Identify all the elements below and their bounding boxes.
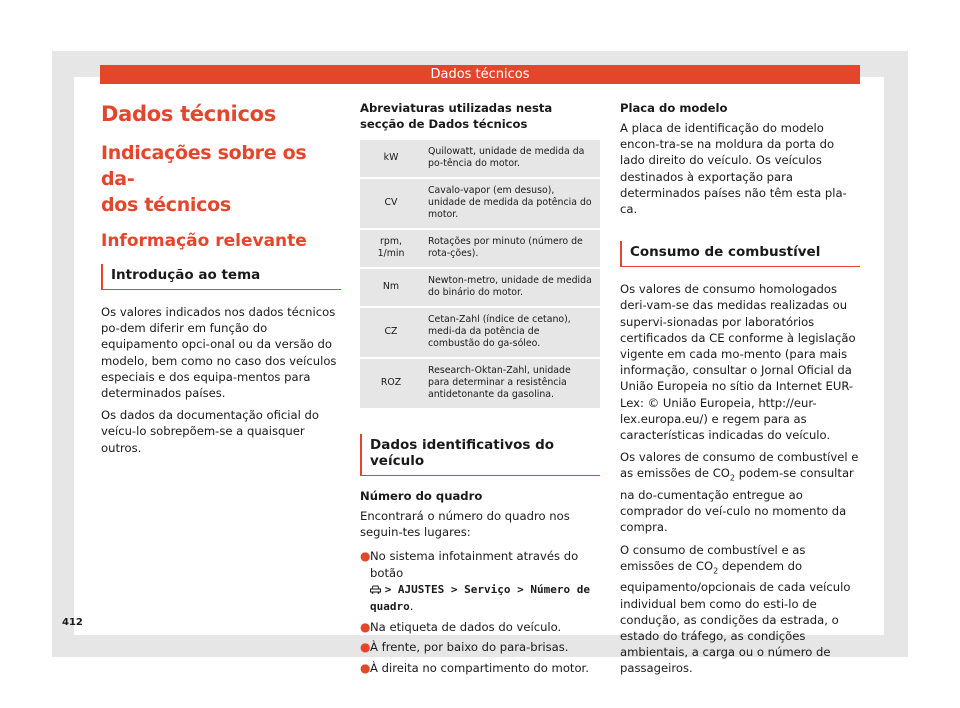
abbreviation-key: CV: [360, 178, 422, 229]
abbreviations-title: Abreviaturas utilizadas nesta secção de Dados técnicos: [360, 101, 553, 131]
consumption-paragraph-1: Os valores de consumo homologados deri-vam-se das medidas realizadas ou supervi-sionadas por laboratórios certificados da CE conforme à legislação vigente em cada mo-mento (para mais informação, consultar o Jornal Oficial da União Europeia no sítio da Internet EUR-Lex: © União Europeia, http://eur-lex.europa.eu/) e regem para as características indicadas do veículo.: [620, 282, 856, 443]
abbreviation-description: Cavalo-vapor (em desuso), unidade de medida da potência do motor.: [422, 178, 600, 229]
topic-heading: Introdução ao tema: [101, 264, 341, 290]
section-title: [101, 140, 341, 218]
abbreviation-key: ROZ: [360, 358, 422, 408]
vehicle-id-heading: Dados identificativos do veículo: [360, 434, 600, 476]
list-item: ● No sistema infotainment através do botão > AJUSTES > Serviço > Número de quadro.: [360, 549, 590, 614]
middle-column: [360, 100, 600, 680]
intro-paragraph-1: Os valores indicados nos dados técnicos po-dem diferir em função do equipamento opci-onal ou da versão do modelo, bem como no caso dos veículos especiais e dos equipa-mentos para determinados países.: [101, 305, 337, 401]
abbreviations-table: [360, 140, 600, 408]
menu-path: > AJUSTES > Serviço > Número de quadro: [370, 582, 590, 614]
list-item: ● À frente, por baixo do para-brisas.: [360, 640, 569, 655]
bullet-icon: ●: [360, 640, 371, 655]
table-row: [360, 358, 600, 408]
subsection-title: Informação relevante: [101, 231, 307, 251]
section-title-line-1: Indicações sobre os da-: [101, 142, 307, 190]
fuel-consumption-heading: Consumo de combustível: [620, 241, 860, 267]
table-row: [360, 140, 600, 178]
bullet-icon: ●: [360, 549, 371, 564]
abbreviation-description: Rotações por minuto (número de rota-ções).: [422, 229, 600, 268]
left-column: [101, 100, 341, 462]
table-row: [360, 229, 600, 268]
chapter-title: Dados técnicos: [101, 102, 276, 126]
section-title-line-2: dos técnicos: [101, 194, 231, 216]
page-number: 412: [62, 617, 83, 628]
frame-number-label: Número do quadro: [360, 489, 483, 503]
car-icon: [370, 585, 381, 594]
abbreviation-key: CZ: [360, 307, 422, 358]
abbreviation-key: Nm: [360, 268, 422, 307]
intro-paragraph-2: Os dados da documentação oficial do veícu-lo sobrepõem-se a quaisquer outros.: [101, 408, 319, 455]
abbreviation-key: rpm, 1/min: [360, 229, 422, 268]
bullet-icon: ●: [360, 660, 371, 675]
bullet-icon: ●: [360, 620, 371, 635]
frame-number-text: Encontrará o número do quadro nos seguin-tes lugares:: [360, 509, 570, 540]
model-plate-label: Placa do modelo: [620, 101, 728, 115]
abbreviation-description: Research-Oktan-Zahl, unidade para determinar a resistência antidetonante da gasolina.: [422, 358, 600, 408]
consumption-paragraph-2: Os valores de consumo de combustível e as emissões de $CO_2$ podem-se consultar na do-cumentação entregue ao comprador do veí-culo no momento da compra.: [620, 450, 859, 535]
right-column: [620, 100, 860, 683]
locations-list: [360, 548, 600, 675]
model-plate-text: A placa de identificação do modelo encon-tra-se na moldura da porta do lado direito do veículo. Os veículos destinados à exportação para determinados países não têm esta pla-ca.: [620, 121, 847, 217]
abbreviation-description: Newton-metro, unidade de medida do binário do motor.: [422, 268, 600, 307]
chapter-header: Dados técnicos: [100, 65, 860, 84]
abbreviation-description: Quilowatt, unidade de medida da po-tência do motor.: [422, 140, 600, 178]
table-row: [360, 307, 600, 358]
list-item: ● Na etiqueta de dados do veículo.: [360, 620, 562, 635]
table-row: [360, 268, 600, 307]
consumption-paragraph-3: O consumo de combustível e as emissões de $CO_2$ dependem do equipamento/opcionais de cada veículo individual bem como do esti-lo de condução, as condições da estrada, o estado do tráfego, as condições ambientais, a carga ou o número de passageiros.: [620, 542, 851, 676]
list-item: ● À direita no compartimento do motor.: [360, 660, 589, 675]
abbreviation-key: kW: [360, 140, 422, 178]
abbreviation-description: Cetan-Zahl (índice de cetano), medi-da da potência de combustão do ga-sóleo.: [422, 307, 600, 358]
table-row: [360, 178, 600, 229]
